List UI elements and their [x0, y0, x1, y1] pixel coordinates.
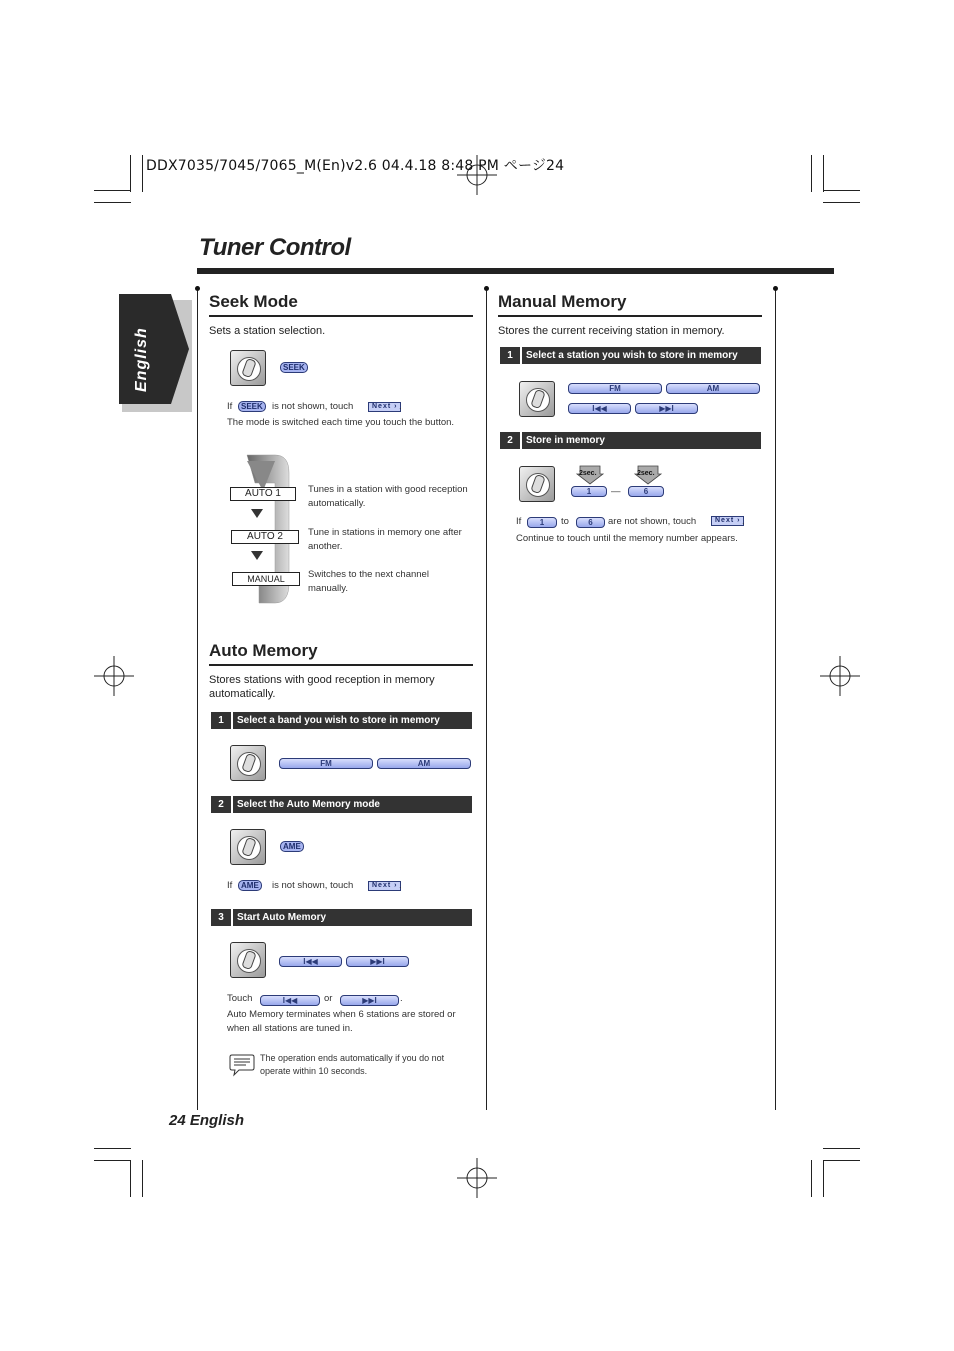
hold-label: 2sec. [637, 470, 655, 477]
mode-auto1-desc: Tunes in a station with good reception automatically. [308, 484, 468, 509]
period: . [400, 993, 403, 1004]
seek-if-label: If [227, 401, 233, 412]
hold-label: 2sec. [579, 470, 597, 477]
am-button[interactable]: AM [377, 758, 471, 769]
next-button[interactable]: Next › [711, 516, 744, 526]
touch-hand-icon [230, 942, 266, 978]
bullet-dot [195, 286, 200, 291]
seek-up-button[interactable]: ▶▶I [346, 956, 409, 967]
title-rule [197, 268, 834, 274]
tip-note-icon [229, 1053, 255, 1077]
bullet-dot [773, 286, 778, 291]
language-tab-label: English [133, 327, 150, 392]
seek-down-button[interactable]: I◀◀ [568, 403, 631, 414]
seek-mode-heading: Seek Mode [209, 292, 298, 311]
ame-not-shown-text: is not shown, touch [272, 880, 354, 891]
manual-not-shown-text: are not shown, touch [608, 516, 697, 527]
or-label: or [324, 993, 333, 1004]
preset-1-button[interactable]: 1 [571, 486, 607, 497]
seek-down-button[interactable]: I◀◀ [279, 956, 342, 967]
column-rule [197, 290, 198, 1110]
manual-continue-note: Continue to touch until the memory number appears. [516, 533, 738, 544]
period: . [742, 516, 745, 527]
mode-manual-desc: Switches to the next channel manually. [308, 569, 429, 594]
down-arrow-icon [251, 509, 263, 518]
heading-rule [498, 315, 762, 317]
page-title: Tuner Control [199, 234, 351, 261]
seek-up-button-inline[interactable]: ▶▶I [340, 995, 399, 1006]
auto-step-2: 2 Select the Auto Memory mode [211, 796, 472, 813]
fm-button[interactable]: FM [568, 383, 662, 394]
auto-memory-intro: Stores stations with good reception in memory automatically. [209, 674, 435, 700]
touch-hand-icon [230, 350, 266, 386]
mode-auto2: AUTO 2 [231, 530, 299, 544]
auto-memory-terminates: Auto Memory terminates when 6 stations are stored or when all stations are tuned in. [227, 1009, 456, 1034]
next-button[interactable]: Next › [368, 402, 401, 412]
heading-rule [209, 315, 473, 317]
manual-step-1: 1 Select a station you wish to store in memory [500, 347, 761, 364]
registration-mark-icon [820, 656, 860, 696]
ame-button-inline[interactable]: AME [238, 880, 262, 891]
period: . [399, 880, 402, 891]
auto-memory-tip: The operation ends automatically if you do not operate within 10 seconds. [260, 1053, 445, 1076]
ame-button[interactable]: AME [280, 841, 304, 852]
mode-manual: MANUAL [232, 572, 300, 586]
touch-hand-icon [230, 829, 266, 865]
mode-auto1: AUTO 1 [230, 487, 296, 501]
auto-memory-heading: Auto Memory [209, 641, 318, 660]
manual-memory-intro: Stores the current receiving station in memory. [498, 325, 725, 337]
auto-step-1: 1 Select a band you wish to store in memory [211, 712, 472, 729]
registration-mark-icon [94, 656, 134, 696]
manual-memory-heading: Manual Memory [498, 292, 627, 311]
mode-auto2-desc: Tune in stations in memory one after another. [308, 527, 462, 552]
touch-hand-icon [230, 745, 266, 781]
touch-hand-icon [519, 381, 555, 417]
manual-step-2: 2 Store in memory [500, 432, 761, 449]
touch-label: Touch [227, 993, 253, 1004]
touch-hand-icon [519, 466, 555, 502]
seek-button[interactable]: SEEK [280, 362, 308, 373]
to-label: to [561, 516, 569, 527]
am-button[interactable]: AM [666, 383, 760, 394]
preset-6-inline[interactable]: 6 [576, 517, 605, 528]
seek-down-button-inline[interactable]: I◀◀ [260, 995, 320, 1006]
column-rule [775, 290, 776, 1110]
registration-mark-icon [457, 1158, 497, 1198]
preset-1-inline[interactable]: 1 [527, 517, 557, 528]
heading-rule [209, 664, 473, 666]
seek-note: The mode is switched each time you touch the button. [227, 417, 455, 428]
preset-6-button[interactable]: 6 [628, 486, 664, 497]
seek-not-shown-text: is not shown, touch [272, 401, 354, 412]
print-header: DDX7035/7045/7065_M(En)v2.6 04.4.18 8:48 PM ページ24 [146, 158, 565, 174]
manual-if-label: If [516, 516, 522, 527]
seek-up-button[interactable]: ▶▶I [635, 403, 698, 414]
fm-button[interactable]: FM [279, 758, 373, 769]
language-tab-arrow [171, 294, 189, 404]
bullet-dot [484, 286, 489, 291]
range-dash: — [611, 486, 621, 497]
column-rule [486, 290, 487, 1110]
next-button[interactable]: Next › [368, 881, 401, 891]
seek-mode-intro: Sets a station selection. [209, 325, 326, 337]
ame-if-label: If [227, 880, 233, 891]
auto-step-3: 3 Start Auto Memory [211, 909, 472, 926]
period: . [399, 401, 402, 412]
seek-button-inline[interactable]: SEEK [238, 401, 266, 412]
down-arrow-icon [251, 551, 263, 560]
page-number: 24 English [169, 1112, 245, 1129]
